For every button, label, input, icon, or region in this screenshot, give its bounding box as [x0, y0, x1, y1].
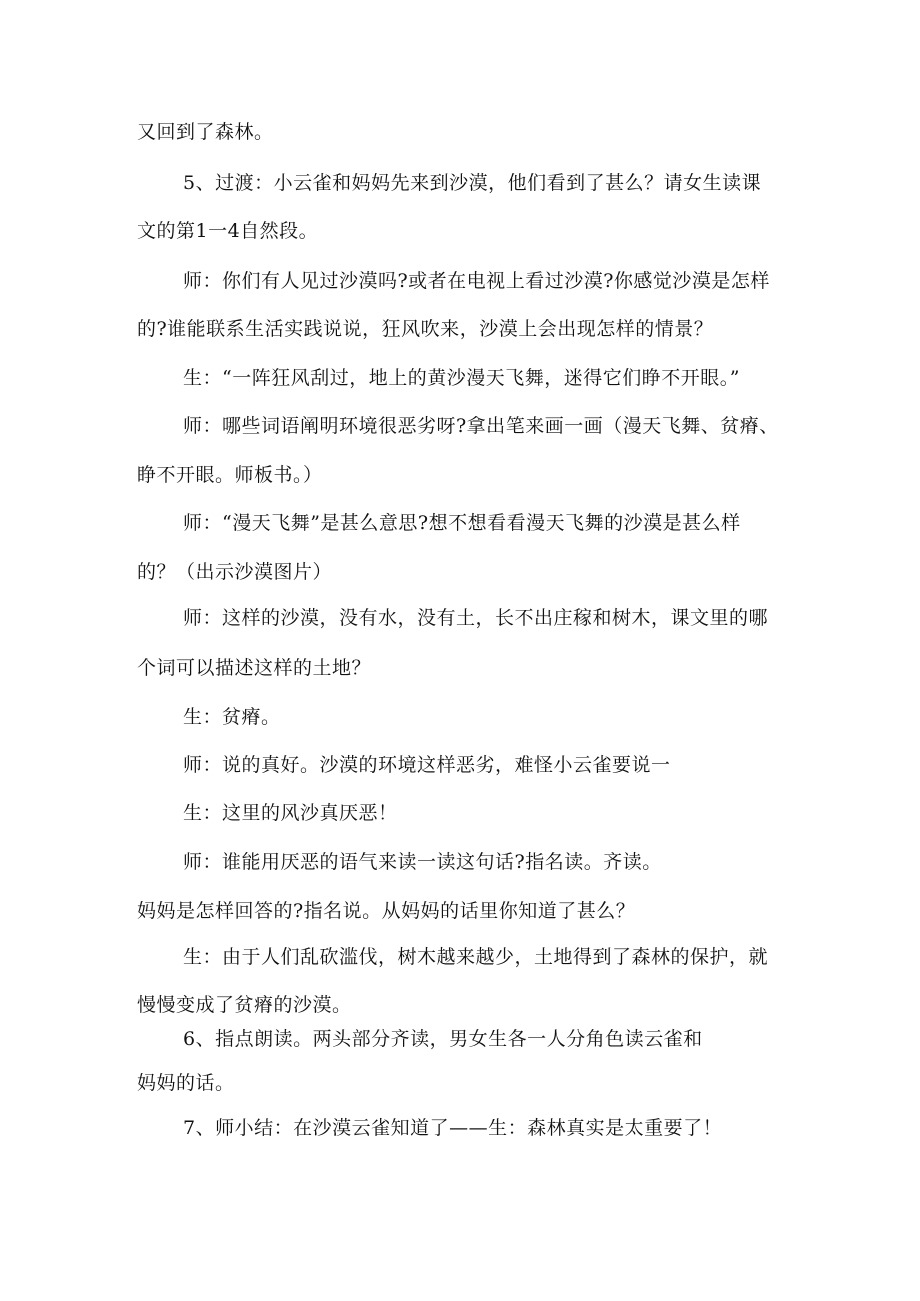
- text-line: 生：这里的风沙真厌恶！: [183, 802, 398, 824]
- text-line: 7、师小结：在沙漠云雀知道了——生：森林真实是太重要了！: [183, 1117, 723, 1139]
- text-line: 师：说的真好。沙漠的环境这样恶劣，难怪小云雀要说一: [183, 754, 671, 776]
- text-line: 妈妈是怎样回答的?指名说。从妈妈的话里你知道了甚么？: [137, 900, 636, 922]
- text-line: 个词可以描述这样的土地？: [137, 657, 372, 679]
- text-line: 6、指点朗读。两头部分齐读，男女生各一人分角色读云雀和: [183, 1028, 703, 1050]
- text-line: 文的第1一4自然段。: [137, 220, 319, 242]
- text-line: 的?谁能联系生活实践说说，狂风吹来，沙漠上会出现怎样的情景？: [137, 318, 714, 340]
- text-line: 的？（出示沙漠图片）: [137, 561, 333, 583]
- text-line: 慢慢变成了贫瘠的沙漠。: [137, 994, 352, 1016]
- text-line: 又回到了森林。: [137, 121, 274, 143]
- text-line: 妈妈的话。: [137, 1072, 235, 1094]
- text-line: 睁不开眼。师板书。）: [137, 464, 323, 486]
- text-line: 生：由于人们乱砍滥伐，树木越来越少，土地得到了森林的保护，就: [183, 946, 769, 968]
- text-line: 5、过渡：小云雀和妈妈先来到沙漠，他们看到了甚么？请女生读课: [183, 172, 762, 194]
- text-line: 师：哪些词语阐明环境很恶劣呀?拿出笔来画一画（漫天飞舞、贫瘠、: [183, 415, 779, 437]
- text-line: 师：这样的沙漠，没有水，没有土，长不出庄稼和树木，课文里的哪: [183, 607, 769, 629]
- text-line: 师：谁能用厌恶的语气来读一读这句话?指名读。齐读。: [183, 851, 662, 873]
- text-line: 师：“漫天飞舞”是甚么意思?想不想看看漫天飞舞的沙漠是甚么样: [183, 512, 741, 534]
- text-line: 师：你们有人见过沙漠吗?或者在电视上看过沙漠?你感觉沙漠是怎样: [183, 270, 770, 292]
- text-line: 生：贫瘠。: [183, 706, 281, 728]
- text-line: 生：“一阵狂风刮过，地上的黄沙漫天飞舞，迷得它们睁不开眼。”: [183, 367, 740, 389]
